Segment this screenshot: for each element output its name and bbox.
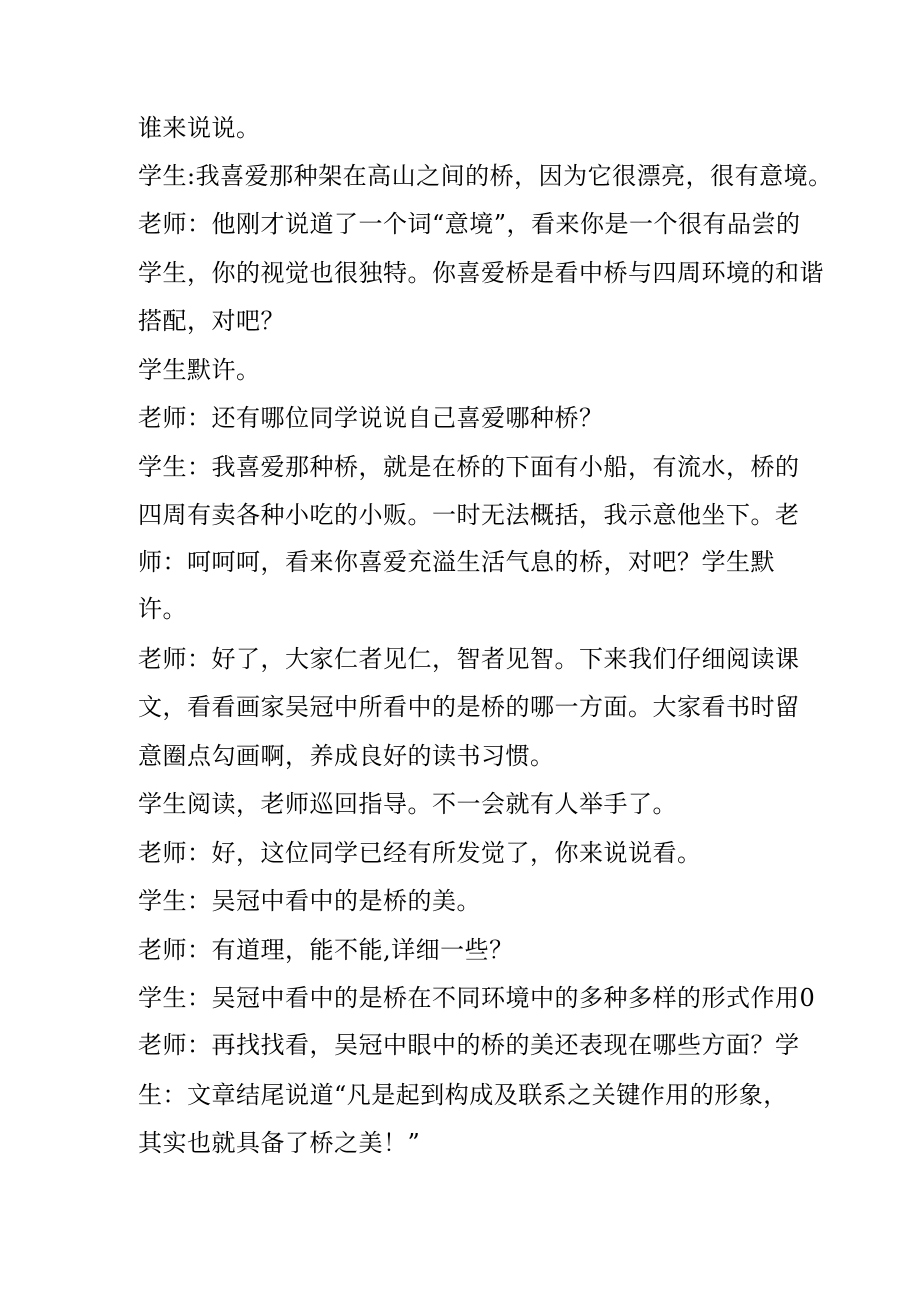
text-line: 学生阅读，老师巡回指导。不一会就有人举手了。 bbox=[138, 790, 677, 818]
text-line: 学生，你的视觉也很独特。你喜爱桥是看中桥与四周环境的和谐 bbox=[138, 259, 824, 287]
text-line: 学生：吴冠中看中的是桥在不同环境中的多种多样的形式作用0 bbox=[138, 984, 816, 1012]
text-line: 老师：好，这位同学已经有所发觉了，你来说说看。 bbox=[138, 839, 702, 867]
text-line: 学生:我喜爱那种架在高山之间的桥，因为它很漂亮，很有意境。 bbox=[138, 162, 833, 190]
text-line: 老师：好了，大家仁者见仁，智者见智。下来我们仔细阅读课 bbox=[138, 645, 800, 673]
text-line: 老师：还有哪位同学说说自己喜爱哪种桥？ bbox=[138, 404, 604, 432]
text-line: 其实也就具备了桥之美！” bbox=[138, 1129, 421, 1157]
text-line: 老师：他刚才说道了一个词“意境”，看来你是一个很有品尝的 bbox=[138, 210, 801, 238]
text-line: 许。 bbox=[138, 595, 187, 623]
text-line: 学生：吴冠中看中的是桥的美。 bbox=[138, 887, 481, 915]
text-line: 师：呵呵呵，看来你喜爱充溢生活气息的桥，对吧？学生默 bbox=[138, 548, 775, 576]
text-line: 学生默许。 bbox=[138, 356, 261, 384]
text-line: 老师：再找找看，吴冠中眼中的桥的美还表现在哪些方面？学 bbox=[138, 1031, 800, 1059]
text-line: 谁来说说。 bbox=[138, 114, 261, 142]
text-line: 四周有卖各种小吃的小贩。一时无法概括，我示意他坐下。老 bbox=[138, 501, 800, 529]
text-line: 生：文章结尾说道“凡是起到构成及联系之关键作用的形象， bbox=[138, 1081, 788, 1109]
text-line: 意圈点勾画啊，养成良好的读书习惯。 bbox=[138, 742, 555, 770]
text-line: 搭配，对吧？ bbox=[138, 307, 285, 335]
text-line: 老师：有道理，能不能,详细一些？ bbox=[138, 936, 514, 964]
text-line: 文，看看画家吴冠中所看中的是桥的哪一方面。大家看书时留 bbox=[138, 693, 800, 721]
text-line: 学生：我喜爱那种桥，就是在桥的下面有小船，有流水，桥的 bbox=[138, 453, 800, 481]
